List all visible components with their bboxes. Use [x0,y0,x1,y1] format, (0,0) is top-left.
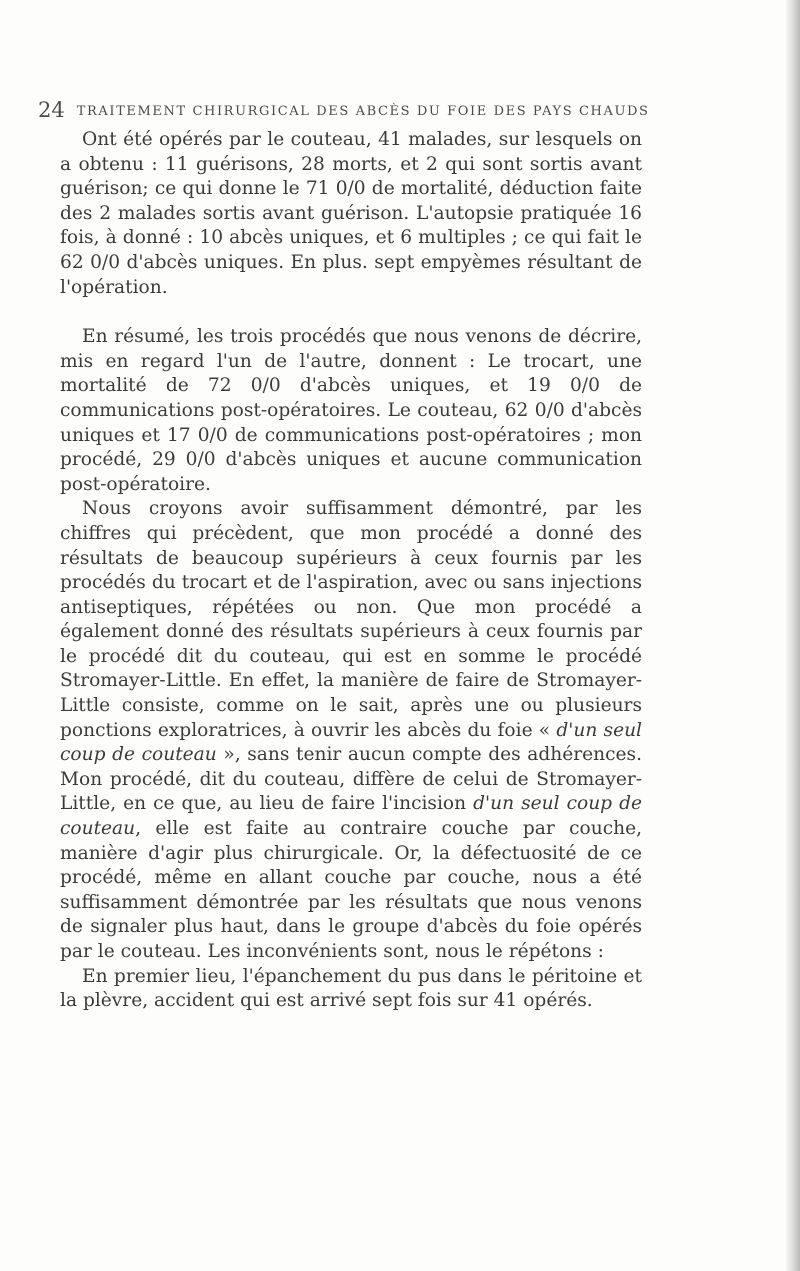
paragraph-summary: En résumé, les trois procédés que nous venons de décrire, mis en regard l'un de l'autre, donnent : Le trocart, une mortalité de 72 0/0 d'abcès uniques, et 19 0/0 de communications post-opératoires. Le couteau, 62 0/0 d'abcès uniques et 17 0/0 de communications post-opératoires ; mon procédé, 29 0/0 d'abcès uniques et aucune communication post-opératoire. [60,326,642,495]
page-number: 24 [38,98,65,122]
running-header [38,98,768,128]
paragraph-knife-results: Ont été opérés par le couteau, 41 malades, sur lesquels on a obtenu : 11 guérisons, 28 morts, et 2 qui sont sortis avant guérison; ce qui donne le 71 0/0 de mortalité, déduction faite des 2 malades sortis avant guérison. L'autopsie pratiquée 16 fois, à donné : 10 abcès uniques, et 6 multiples ; ce qui fait le 62 0/0 d'abcès uniques. En plus. sept empyèmes résultant de l'opération. [60,129,642,298]
page-edge-shadow [786,0,800,1271]
discussion-italic-2: d'un seul coup de couteau [60,793,642,840]
discussion-text-2: », sans tenir aucun compte des adhérences. Mon procédé, dit du couteau, diffère de celui de Stromayer-Little, en ce que, au lieu de faire l'incision [60,744,642,815]
running-title: TRAITEMENT CHIRURGICAL DES ABCÈS DU FOIE DES PAYS CHAUDS [76,104,650,119]
paragraph-discussion [60,497,642,964]
discussion-text-1: Nous croyons avoir suffisamment démontré, par les chiffres qui précèdent, que mon procédé a donné des résultats de beaucoup supérieurs à ceux fournis par les procédés du trocart et de l'aspiration, avec ou sans injections antiseptiques, répétées ou non. Que mon procédé a également donné des résultats supérieurs à ceux fournis par le procédé dit du couteau, qui est en somme le procédé Stromayer-Little. En effet, la manière de faire de Stromayer-Little consiste, comme on le sait, après une ou plusieurs ponctions exploratrices, à ouvrir les abcès du foie « [60,498,642,741]
paragraph-first-point: En premier lieu, l'épanchement du pus dans le péritoine et la plèvre, accident qui est arrivé sept fois sur 41 opérés. [60,965,642,1012]
discussion-italic-1: d'un seul coup de couteau [60,719,642,766]
discussion-text-3: , elle est faite au contraire couche par couche, manière d'agir plus chirurgicale. Or, la défectuosité de ce procédé, même en allant couche par couche, nous a été suffisamment démontrée par les résultats que nous venons de signaler plus haut, dans le groupe d'abcès du foie opérés par le couteau. Les inconvénients sont, nous le répétons : [60,818,642,962]
body-text [60,128,642,1014]
